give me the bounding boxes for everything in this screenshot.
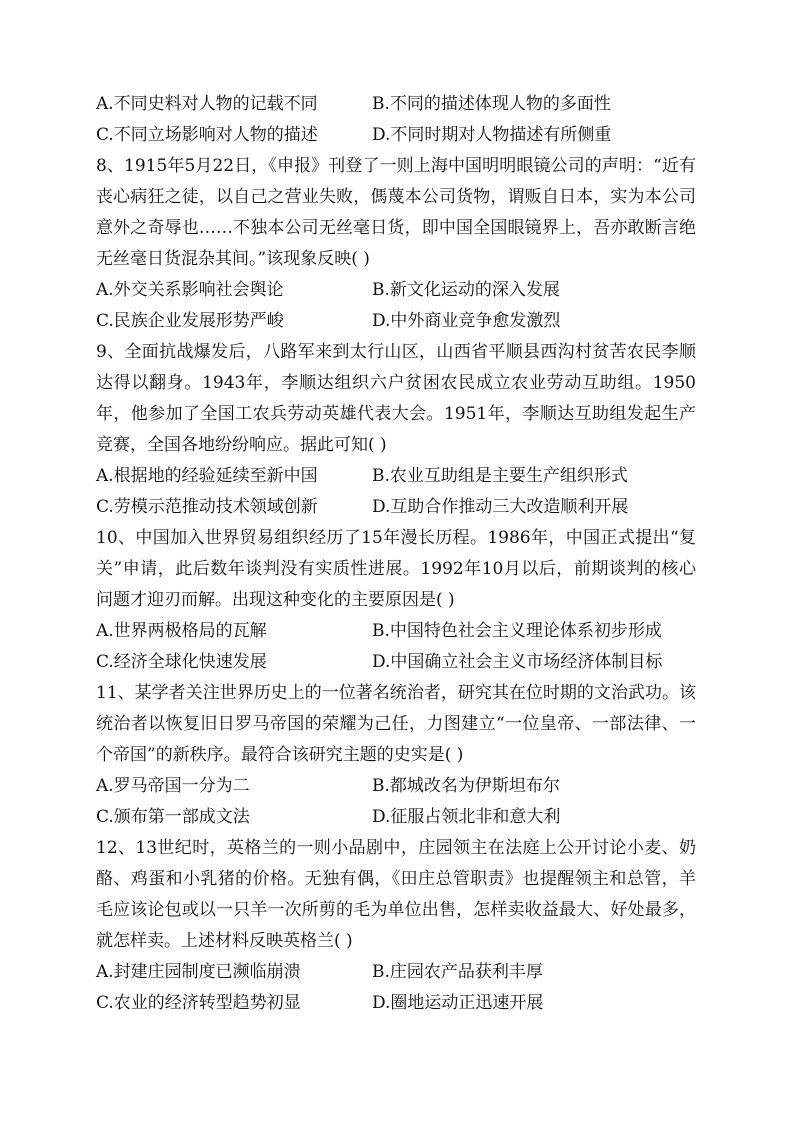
option-row <box>96 988 696 1019</box>
question-stem: 8、1915年5月22日，《申报》刊登了一则上海中国明明眼镜公司的声明：“近有丧心病狂之徒，以自己之营业失败，傌蔑本公司货物，谓贩自日本，实为本公司意外之奇辱也……不独本公司无丝毫日货，即中国全国眼镜界上，吾亦敢断言绝无丝毫日货混杂其间。”该现象反映( ) <box>96 156 696 269</box>
option-row <box>96 461 696 492</box>
option-a[interactable]: A.罗马帝国一分为二 <box>96 776 250 796</box>
option-a[interactable]: A.封建庄园制度已濒临崩溃 <box>96 962 301 982</box>
option-c[interactable]: C.不同立场影响对人物的描述 <box>96 125 318 145</box>
option-c[interactable]: C.经济全球化快速发展 <box>96 652 267 672</box>
option-row <box>96 647 696 678</box>
question-7-options <box>96 89 696 151</box>
option-c[interactable]: C.劳模示范推动技术领域创新 <box>96 497 318 517</box>
question-stem: 12、13世纪时，英格兰的一则小品剧中，庄园领主在法庭上公开讨论小麦、奶酪、鸡蛋和小乳猪的价格。无独有偶，《田庄总管职责》也提醒领主和总管，羊毛应该论包或以一只羊一次所剪的毛为单位出售，怎样卖收益最大、好处最多，就怎样卖。上述材料反映英格兰( ) <box>96 838 696 951</box>
question-11 <box>96 678 696 833</box>
option-row <box>96 771 696 802</box>
option-row <box>96 492 696 523</box>
option-a[interactable]: A.外交关系影响社会舆论 <box>96 280 284 300</box>
option-d[interactable]: D.征服占领北非和意大利 <box>372 807 561 827</box>
option-a[interactable]: A.世界两极格局的瓦解 <box>96 621 267 641</box>
question-stem: 10、中国加入世界贸易组织经历了15年漫长历程。1986年，中国正式提出“复关”申请，此后数年谈判没有实质性进展。1992年10月以后，前期谈判的核心问题才迎刃而解。出现这种变化的主要原因是( ) <box>96 528 696 610</box>
option-row <box>96 89 696 120</box>
question-8 <box>96 151 696 337</box>
option-d[interactable]: D.中国确立社会主义市场经济体制目标 <box>372 652 663 672</box>
option-row <box>96 275 696 306</box>
option-d[interactable]: D.中外商业竞争愈发激烈 <box>372 311 561 331</box>
option-c[interactable]: C.颁布第一部成文法 <box>96 807 250 827</box>
option-b[interactable]: B.中国特色社会主义理论体系初步形成 <box>372 621 662 641</box>
option-c[interactable]: C.农业的经济转型趋势初显 <box>96 993 301 1013</box>
question-stem: 9、全面抗战爆发后，八路军来到太行山区，山西省平顺县西沟村贫苦农民李顺达得以翻身。1943年，李顺达组织六户贫困农民成立农业劳动互助组。1950年，他参加了全国工农兵劳动英雄代表大会。1951年，李顺达互助组发起生产竞赛，全国各地纷纷响应。据此可知( ) <box>96 342 696 455</box>
option-row <box>96 616 696 647</box>
option-a[interactable]: A.不同史料对人物的记载不同 <box>96 94 318 114</box>
option-b[interactable]: B.新文化运动的深入发展 <box>372 280 560 300</box>
option-d[interactable]: D.不同时期对人物描述有所侧重 <box>372 125 612 145</box>
option-row <box>96 120 696 151</box>
option-row <box>96 306 696 337</box>
option-b[interactable]: B.庄园农产品获利丰厚 <box>372 962 543 982</box>
question-10 <box>96 523 696 678</box>
option-b[interactable]: B.农业互助组是主要生产组织形式 <box>372 466 628 486</box>
option-b[interactable]: B.不同的描述体现人物的多面性 <box>372 94 611 114</box>
question-stem: 11、某学者关注世界历史上的一位著名统治者，研究其在位时期的文治武功。该统治者以恢复旧日罗马帝国的荣耀为己任，力图建立“一位皇帝、一部法律、一个帝国”的新秩序。最符合该研究主题的史实是( ) <box>96 683 696 765</box>
question-12 <box>96 833 696 1019</box>
option-row <box>96 957 696 988</box>
question-9 <box>96 337 696 523</box>
option-c[interactable]: C.民族企业发展形势严峻 <box>96 311 284 331</box>
option-a[interactable]: A.根据地的经验延续至新中国 <box>96 466 318 486</box>
option-row <box>96 802 696 833</box>
option-b[interactable]: B.都城改名为伊斯坦布尔 <box>372 776 560 796</box>
option-d[interactable]: D.圈地运动正迅速开展 <box>372 993 544 1013</box>
option-d[interactable]: D.互助合作推动三大改造顺利开展 <box>372 497 629 517</box>
